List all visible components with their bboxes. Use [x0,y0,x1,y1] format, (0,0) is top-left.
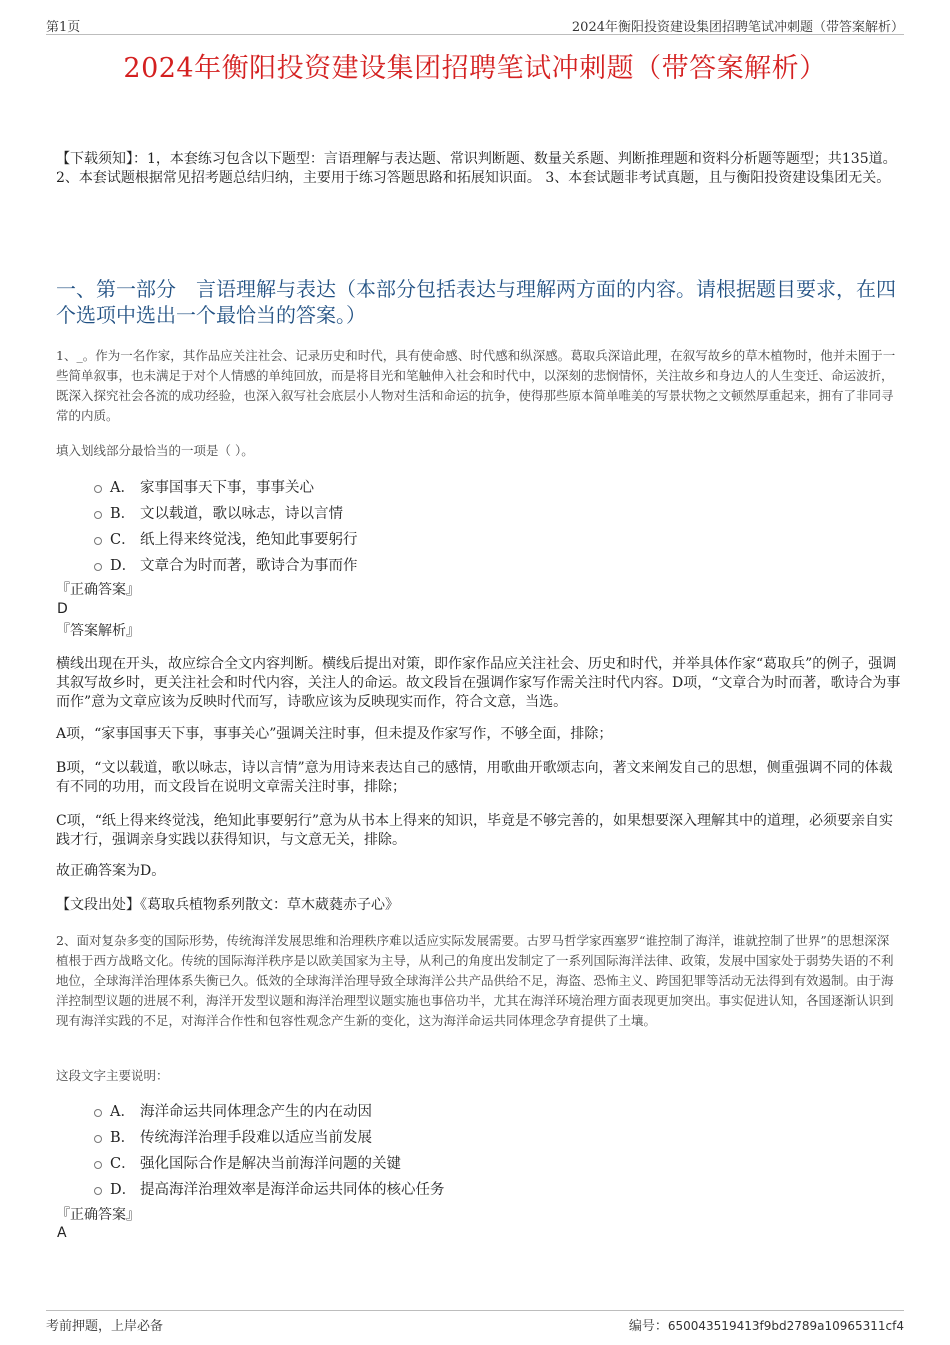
question-2-option-d[interactable] [94,1175,794,1201]
question-1-answer-label: 『正确答案』 [56,582,140,598]
question-2-option-a[interactable] [94,1097,794,1123]
question-1-analysis-para: 故正确答案为D。 [56,863,166,879]
radio-icon[interactable] [94,1109,102,1117]
option-text: 传统海洋治理手段难以适应当前发展 [140,1129,372,1146]
option-letter: D． [110,557,137,574]
option-letter: A． [110,1103,135,1120]
option-text: 文以载道，歌以咏志，诗以言情 [140,505,343,522]
footer-slogan: 考前押题，上岸必备 [46,1319,164,1334]
download-notice: 【下载须知】：1，本套练习包含以下题型：言语理解与表达题、常识判断题、数量关系题、判断推理题和资料分析题等题型；共135道。 2、本套试题根据常见招考题总结归纳，主要用于练习答题思路和拓展知识面。 3、本套试题非考试真题，且与衡阳投资建设集团无关。 [56,151,897,186]
question-1-answer: D [57,601,68,617]
option-letter: D． [110,1181,137,1198]
serial-number: 650043519413f9bd2789a10965311cf4 [667,1319,904,1333]
question-1-analysis-para: B项，“文以载道，歌以咏志，诗以言情”意为用诗来表达自己的感情，用歌曲开歌颂志向，著文来阐发自己的思想，侧重强调不同的体裁有不同的功用，而文段旨在说明文章需关注时事，排除； [56,760,893,795]
option-text: 强化国际合作是解决当前海洋问题的关键 [140,1155,401,1172]
footer-serial-block [629,1315,904,1334]
option-letter: A． [110,479,135,496]
radio-icon[interactable] [94,1135,102,1143]
page-header [46,14,904,35]
document-title: 2024年衡阳投资建设集团招聘笔试冲刺题（带答案解析） [123,53,827,84]
question-1-option-d[interactable] [94,551,794,577]
question-2-option-c[interactable] [94,1149,794,1175]
page-footer [46,1310,904,1333]
option-text: 文章合为时而著，歌诗合为事而作 [140,557,358,574]
option-letter: C． [110,531,136,548]
question-1-option-c[interactable] [94,525,794,551]
option-text: 家事国事天下事，事事关心 [140,479,314,496]
question-2-answer: A [57,1225,67,1241]
option-letter: C． [110,1155,136,1172]
radio-icon[interactable] [94,1187,102,1195]
option-letter: B． [110,1129,136,1146]
header-title: 2024年衡阳投资建设集团招聘笔试冲刺题（带答案解析） [571,20,904,35]
question-1-prompt: 填入划线部分最恰当的一项是（ ）。 [56,443,254,458]
option-letter: B． [110,505,136,522]
question-2-options [94,1097,794,1201]
question-1-analysis-para: C项，“纸上得来终觉浅，绝知此事要躬行”意为从书本上得来的知识，毕竟是不够完善的，如果想要深入理解其中的道理，必须要亲自实践才行，强调亲身实践以获得知识，与文意无关，排除。 [56,813,894,848]
question-2-option-b[interactable] [94,1123,794,1149]
radio-icon[interactable] [94,1161,102,1169]
section-heading: 一、第一部分 言语理解与表达（本部分包括表达与理解两方面的内容。请根据题目要求，在四个选项中选出一个最恰当的答案。） [56,277,896,327]
question-2-answer-label: 『正确答案』 [56,1207,140,1223]
radio-icon[interactable] [94,511,102,519]
question-1-analysis-label: 『答案解析』 [56,623,140,639]
radio-icon[interactable] [94,485,102,493]
radio-icon[interactable] [94,537,102,545]
question-2-prompt: 这段文字主要说明： [56,1068,169,1083]
option-text: 海洋命运共同体理念产生的内在动因 [140,1103,372,1120]
option-text: 提高海洋治理效率是海洋命运共同体的核心任务 [140,1181,445,1198]
option-text: 纸上得来终觉浅，绝知此事要躬行 [140,531,358,548]
serial-label: 编号： [628,1319,668,1334]
question-1-option-b[interactable] [94,499,794,525]
question-2-text: 2、面对复杂多变的国际形势，传统海洋发展思维和治理秩序难以适应实际发展需要。古罗马哲学家西塞罗“谁控制了海洋，谁就控制了世界”的思想深深植根于西方战略文化。传统的国际海洋秩序是以欧美国家为主导，从利己的角度出发制定了一系列国际海洋法律、政策，发展中国家处于弱势失语的不利地位，全球海洋治理体系失衡已久。低效的全球海洋治理导致全球海洋公共产品供给不足，海盗、恐怖主义、跨国犯罪等活动无法得到有效遏制。由于海洋控制型议题的进展不利，海洋开发型议题和海洋治理型议题实施也事倍功半，尤其在海洋环境治理方面表现更加突出。事实促进认知，各国逐渐认识到现有海洋实践的不足，对海洋合作性和包容性观念产生新的变化，这为海洋命运共同体理念孕育提供了土壤。 [56,933,894,1028]
question-1-analysis-para: A项，“家事国事天下事，事事关心”强调关注时事，但未提及作家写作，不够全面，排除； [56,726,613,742]
question-1-analysis-para: 横线出现在开头，故应综合全文内容判断。横线后提出对策，即作家作品应关注社会、历史和时代，并举具体作家“葛取兵”的例子，强调其叙写故乡时，更关注社会和时代内容，关注人的命运。故文段旨在强调作家写作需关注时代内容。D项，“文章合为时而著，歌诗合为事而作”意为文章应该为反映时代而写，诗歌应该为反映现实而作，符合文意，当选。 [56,656,901,710]
question-1-option-a[interactable] [94,473,794,499]
page-number: 第1页 [46,20,81,35]
question-1-options [94,473,794,577]
question-1-source: 【文段出处】《葛取兵植物系列散文：草木葳蕤赤子心》 [56,897,399,913]
question-1-text: 1、_。作为一名作家，其作品应关注社会、记录历史和时代，具有使命感、时代感和纵深感。葛取兵深谙此理，在叙写故乡的草木植物时，他并未囿于一些简单叙事，也未满足于对个人情感的单纯回放，而是将目光和笔触伸入社会和时代中，以深刻的悲悯情怀，关注故乡和身边人的人生变迁、命运波折，既深入探究社会各流的成功经验，也深入叙写社会底层小人物对生活和命运的抗争，使得那些原本简单唯美的写景状物之文顿然厚重起来，拥有了非同寻常的内质。 [56,348,896,423]
radio-icon[interactable] [94,563,102,571]
